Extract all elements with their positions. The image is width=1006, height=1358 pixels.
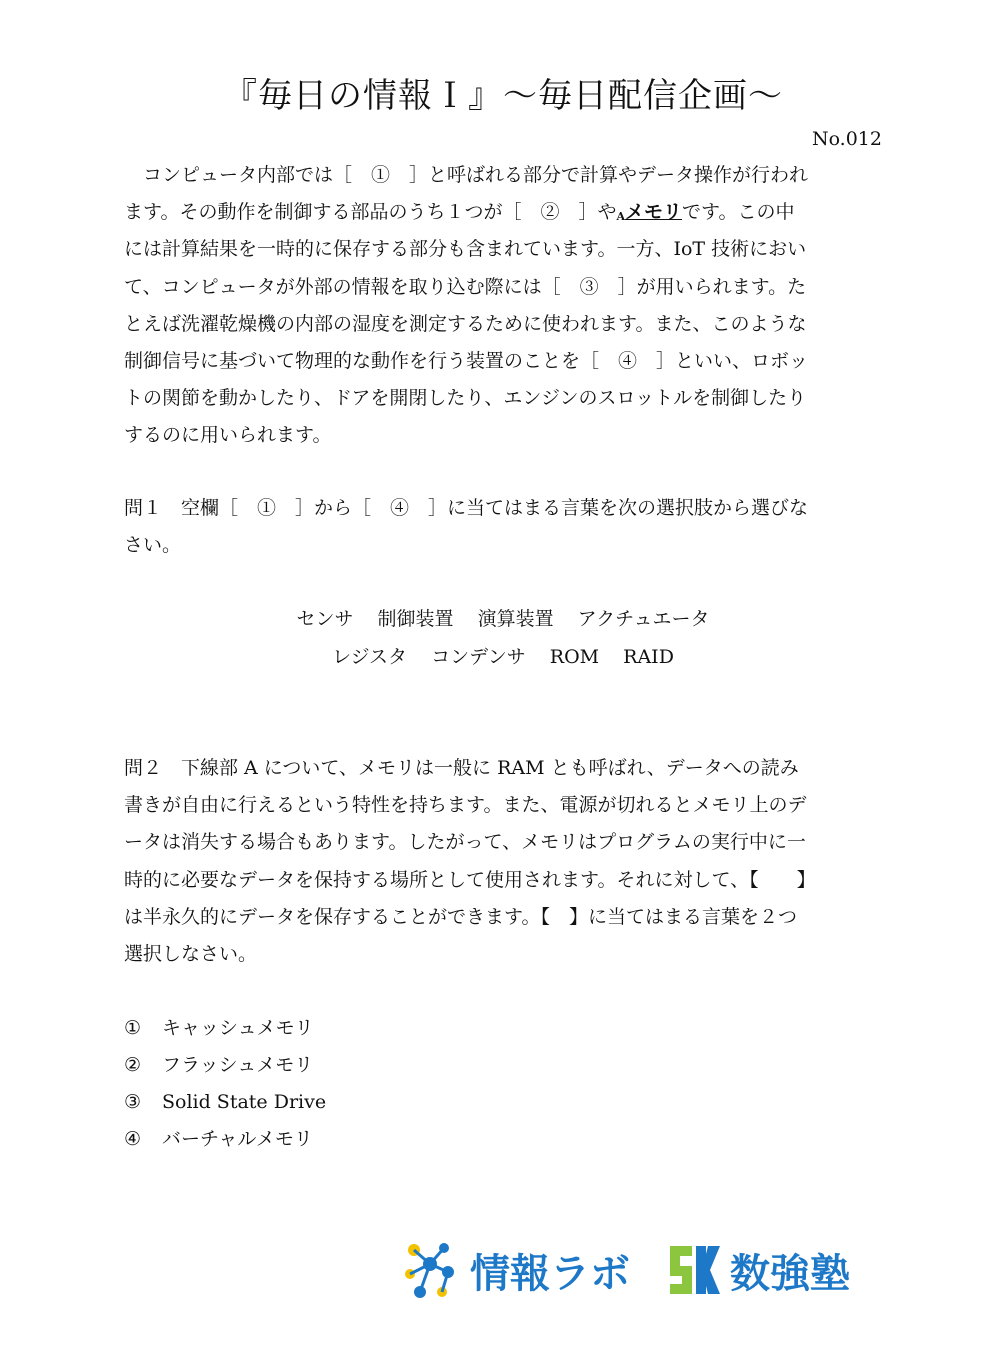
- option-text: キャッシュメモリ: [162, 1017, 314, 1039]
- suken-logo-text: 数強塾: [730, 1251, 850, 1297]
- choice-item: レジスタ: [332, 646, 408, 668]
- answer-option: [124, 1121, 326, 1158]
- question-1: [124, 490, 884, 564]
- intro-line: 制御信号に基づいて物理的な動作を行う装置のことを［ ④ ］といい、ロボッ: [124, 349, 809, 372]
- option-text: フラッシュメモリ: [162, 1054, 314, 1076]
- question-1-line: さい。: [124, 534, 182, 557]
- choice-item: ROM: [549, 646, 600, 668]
- document-number: No.012: [811, 128, 882, 150]
- choice-item: 制御装置: [377, 608, 454, 630]
- page-title: 『毎日の情報Ｉ』〜毎日配信企画〜: [223, 76, 783, 116]
- option-number: ③: [124, 1091, 142, 1113]
- answer-options: [124, 1010, 326, 1158]
- question-2-line: 書きが自由に行えるという特性を持ちます。また、電源が切れるとメモリ上のデ: [124, 794, 807, 817]
- intro-paragraph: [124, 157, 884, 455]
- choice-row-1: [0, 600, 1006, 638]
- underline-text: メモリ: [625, 201, 683, 224]
- molecule-icon: [400, 1238, 464, 1302]
- choice-item: 演算装置: [477, 608, 554, 630]
- question-2-line: 問２ 下線部 A について、メモリは一般に RAM とも呼ばれ、データへの読み: [124, 757, 799, 779]
- answer-option: [124, 1010, 326, 1047]
- suken-logo: [662, 1238, 877, 1302]
- intro-line: するのに用いられます。: [124, 424, 332, 447]
- intro-line: コンピュータ内部では［ ① ］と呼ばれる部分で計算やデータ操作が行われ: [124, 164, 809, 186]
- intro-line: [124, 194, 884, 231]
- option-number: ②: [124, 1054, 142, 1076]
- answer-option: [124, 1047, 326, 1084]
- choice-list: [0, 600, 1006, 676]
- question-2-line: 選択しなさい。: [124, 942, 258, 965]
- choice-item: センサ: [296, 608, 354, 630]
- info-lab-logo: [400, 1238, 655, 1302]
- info-lab-logo-text: 情報ラボ: [470, 1251, 630, 1297]
- intro-line: トの関節を動かしたり、ドアを開閉したり、エンジンのスロットルを制御したり: [124, 387, 807, 410]
- option-number: ④: [124, 1128, 142, 1150]
- question-2-line: は半永久的にデータを保存することができます。【 】に当てはまる言葉を２つ: [124, 905, 797, 928]
- intro-line-text: ます。その動作を制御する部品のうち１つが［ ② ］や: [124, 201, 617, 224]
- choice-row-2: [0, 638, 1006, 676]
- question-2: [124, 750, 884, 973]
- intro-line: て、コンピュータが外部の情報を取り込む際には［ ③ ］が用いられます。た: [124, 275, 807, 298]
- intro-line: には計算結果を一時的に保存する部分も含まれています。一方、IoT 技術におい: [124, 238, 807, 261]
- suken-mark-icon: [662, 1238, 726, 1302]
- choice-item: RAID: [623, 646, 674, 668]
- underline-label: A: [616, 210, 626, 224]
- underlined-term: [616, 201, 682, 223]
- choice-item: コンデンサ: [431, 646, 526, 668]
- option-text: Solid State Drive: [162, 1091, 327, 1113]
- intro-line: とえば洗濯乾燥機の内部の湿度を測定するために使われます。また、このような: [124, 312, 807, 335]
- option-number: ①: [124, 1017, 142, 1039]
- option-text: バーチャルメモリ: [162, 1128, 313, 1150]
- answer-option: [124, 1084, 326, 1121]
- question-1-line: 問１ 空欄［ ① ］から［ ④ ］に当てはまる言葉を次の選択肢から選びな: [124, 497, 809, 519]
- intro-line-tail: です。この中: [682, 201, 795, 224]
- question-2-line: ータは消失する場合もあります。したがって、メモリはプログラムの実行中に一: [124, 831, 806, 854]
- choice-item: アクチュエータ: [577, 608, 710, 630]
- question-2-line: 時的に必要なデータを保持する場所として使用されます。それに対して、【 】: [124, 868, 816, 891]
